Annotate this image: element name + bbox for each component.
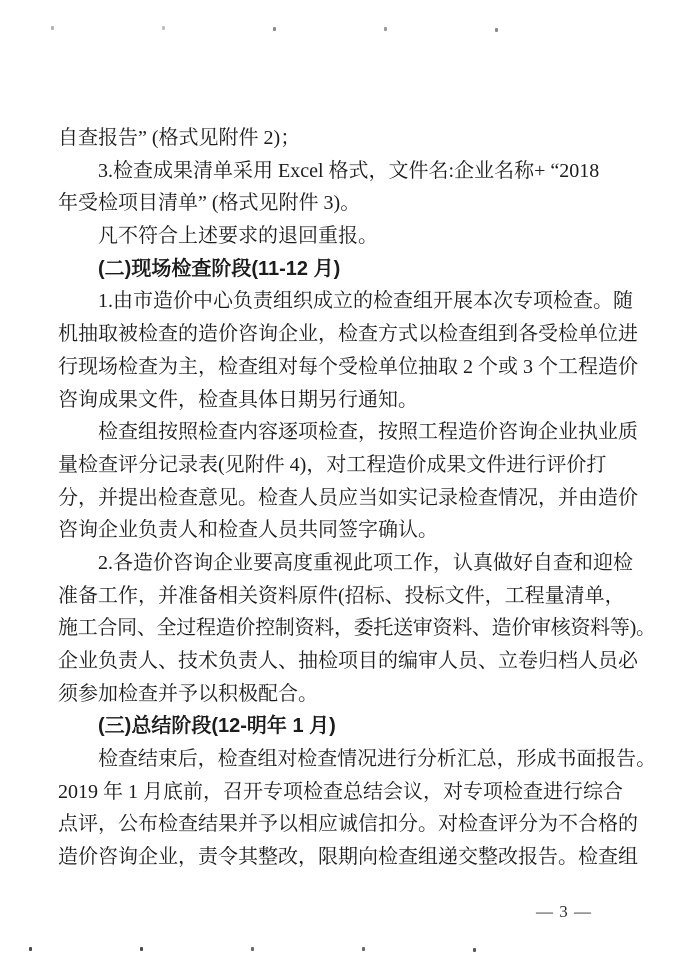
document-body — [58, 122, 656, 874]
section-heading: (二)现场检查阶段(11-12 月) — [98, 257, 341, 280]
scan-mark-dot — [473, 948, 476, 952]
text-line: 点评，公布检查结果并予以相应诚信扣分。对检查评分为不合格的 — [58, 813, 638, 836]
text-line: 2.各造价咨询企业要高度重视此项工作，认真做好自查和迎检 — [98, 551, 633, 574]
text-line: 造价咨询企业，责令其整改，限期向检查组递交整改报告。检查组 — [58, 846, 638, 869]
text-line: 咨询企业负责人和检查人员共同签字确认。 — [58, 519, 438, 542]
text-line: 准备工作，并准备相关资料原件(招标、投标文件，工程量清单， — [58, 584, 625, 607]
text-line: 机抽取被检查的造价咨询企业，检查方式以检查组到各受检单位进 — [58, 323, 638, 346]
scan-mark-dot — [273, 27, 276, 31]
text-line: 企业负责人、技术负责人、抽检项目的编审人员、立卷归档人员必 — [58, 650, 638, 672]
scan-mark-dot — [251, 947, 254, 951]
section-heading: (三)总结阶段(12-明年 1 月) — [98, 715, 336, 738]
text-line: 自查报告” (格式见附件 2)； — [58, 127, 301, 149]
text-line: 检查组按照检查内容逐项检查，按照工程造价咨询企业执业质 — [98, 421, 638, 444]
text-line: 2019 年 1 月底前，召开专项检查总结会议，对专项检查进行综合 — [58, 780, 623, 803]
text-line: 行现场检查为主，检查组对每个受检单位抽取 2 个或 3 个工程造价 — [58, 355, 638, 378]
text-line: 检查结束后，检查组对检查情况进行分析汇总，形成书面报告。 — [98, 748, 657, 771]
scan-mark-dot — [362, 947, 365, 951]
text-line: 3.检查成果清单采用 Excel 格式，文件名:企业名称+ “2018 — [98, 159, 600, 182]
scan-mark-dot — [162, 26, 165, 30]
text-line: 须参加检查并予以积极配合。 — [58, 682, 318, 705]
text-line: 年受检项目清单” (格式见附件 3)。 — [58, 192, 361, 215]
scan-mark-dot — [384, 27, 387, 31]
page-number: — 3 — — [536, 902, 592, 921]
scan-mark-dot — [495, 28, 498, 32]
text-line: 量检查评分记录表(见附件 4)，对工程造价成果文件进行评价打 — [58, 453, 607, 476]
text-line: 分，并提出检查意见。检查人员应当如实记录检查情况，并由造价 — [58, 486, 638, 509]
text-line: 凡不符合上述要求的退回重报。 — [98, 225, 378, 248]
text-line: 咨询成果文件，检查具体日期另行通知。 — [58, 388, 418, 411]
scan-mark-dot — [140, 947, 143, 951]
scan-mark-dot — [51, 26, 54, 30]
scan-mark-dot — [29, 947, 32, 951]
text-line: 施工合同、全过程造价控制资料，委托送审资料、造价审核资料等)。 — [58, 617, 656, 640]
text-line: 1.由市造价中心负责组织成立的检查组开展本次专项检查。随 — [98, 290, 633, 313]
